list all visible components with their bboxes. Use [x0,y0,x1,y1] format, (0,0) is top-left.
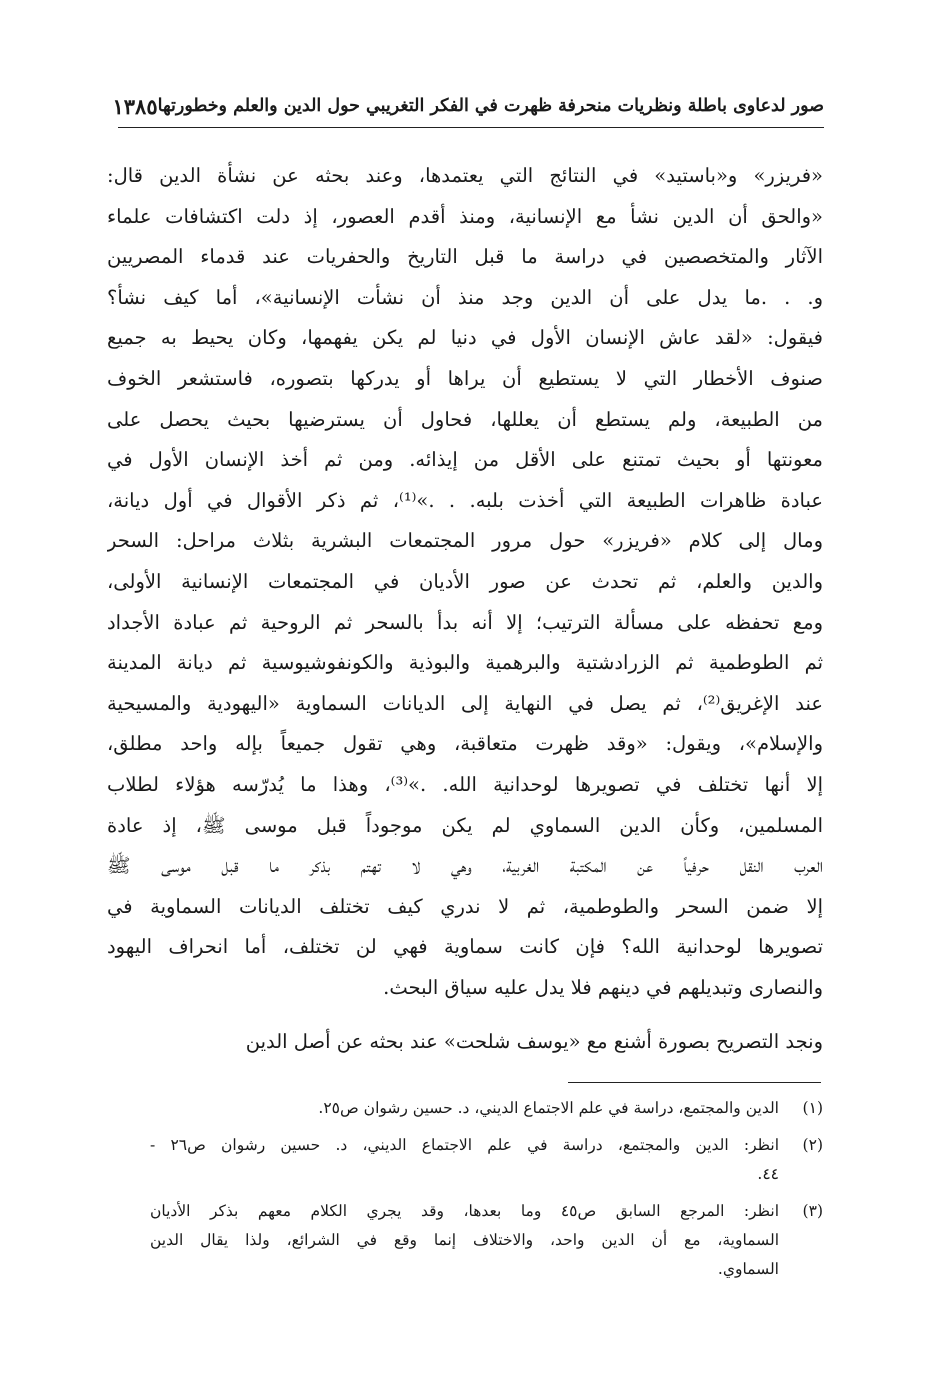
paragraph [107,156,823,1008]
text-line: والدين والعلم، ثم تحدث عن صور الأديان في المجتمعات الإنسانية الأولى، [107,569,823,593]
body-text [107,156,823,1063]
text-line: «والحق أن الدين نشأ مع الإنسانية، ومنذ أقدم العصور، إذ دلت اكتشافات علماء [107,204,823,228]
text-line: ونجد التصريح بصورة أشنع مع «يوسف شلحت» عند بحثه عن أصل الدين [245,1030,823,1054]
text-line: العرب النقل حرفياً عن المكتبة الغربية، وهي لا تهتم بذكر ما قبل موسى ﷺ [107,854,823,878]
text-line: ومع تحفظه على مسألة الترتيب؛ إلا أنه بدأ بالسحر ثم الروحية ثم عبادة الأجداد [107,610,823,634]
text-line: الآثار والمتخصصين في دراسة ما قبل التاريخ والحفريات عند قدماء المصريين [107,245,823,269]
text-line: فيقول: «لقد عاش الإنسان الأول في دنيا لم يكن يفهمها، وكان يحيط به جميع [107,326,823,350]
paragraph-gap [107,1008,823,1022]
text-line: «فريزر» و«باستيد» في النتائج التي يعتمدها، وعند بحثه عن نشأة الدين قال: [107,164,823,187]
footnote [150,1131,823,1189]
running-title: صور لدعاوى باطلة ونظريات منحرفة ظهرت في الفكر التغريبي حول الدين والعلم وخطورتها [157,96,824,116]
text-line: إلا ضمن السحر والطوطمية، ثم لا ندري كيف تختلف الديانات السماوية في [107,894,823,918]
footnote [150,1197,823,1284]
text-line: معونتها أو بحيث تمتنع على الأقل من إيذائه. ومن ثم أخذ الإنسان الأول في [107,448,823,472]
footnote-text [150,1094,779,1123]
text-line: من الطبيعة، ولم يستطع أن يعللها، فحاول أن يسترضيها بحيث يحصل على [107,407,823,431]
page-number: ١٣٨٥ [112,93,158,119]
footnote-line: ٤٤. [757,1165,779,1183]
footnote-number: (٢) [802,1136,823,1154]
footnote-line: الدين والمجتمع، دراسة في علم الاجتماع الديني، د. حسين رشوان ص٢٥. [318,1099,779,1117]
page-header [112,86,824,126]
text-line: ثم الطوطمية ثم الزرادشتية والبرهمية والبوذية والكونفوشيوسية ثم ديانة المدينة [107,651,823,675]
footnote-line: السماوية، مع أن الدين واحد، والاختلاف إنما وقع في الشرائع، ولذا يقال الدين [150,1231,779,1249]
text-line: والنصارى وتبديلهم في دينهم فلا يدل عليه سياق البحث. [383,975,823,999]
footnote-line: انظر: المرجع السابق ص٤٥ وما بعدها، وقد يجري الكلام معهم بذكر الأديان [150,1202,779,1220]
footnote-number: (٣) [802,1202,823,1220]
text-line: عبادة ظاهرات الطبيعة التي أخذت بلبه. . .»⁽¹⁾، ثم ذكر الأقوال في أول ديانة، [107,488,823,512]
header-rule [118,127,824,128]
footnote-number: (١) [802,1099,823,1117]
text-line: عند الإغريق⁽²⁾، ثم يصل في النهاية إلى الديانات السماوية «اليهودية والمسيحية [107,691,823,715]
footnote-line: انظر: الدين والمجتمع، دراسة في علم الاجتماع الديني، د. حسين رشوان ص٢٦ - [150,1136,779,1154]
paragraph [107,1022,823,1063]
text-line: والإسلام»، ويقول: «وقد ظهرت متعاقبة، وهي تقول جميعاً بإله واحد مطلق، [107,732,823,756]
footnote-line: السماوي. [717,1260,779,1278]
text-line: تصويرها لوحدانية الله؟ فإن كانت سماوية فهي لن تختلف، أما انحراف اليهود [107,935,823,959]
text-line: إلا أنها تختلف في تصويرها لوحدانية الله. .»⁽³⁾، وهذا ما يُدرّسه هؤلاء لطلاب [107,772,823,796]
text-line: المسلمين، وكأن الدين السماوي لم يكن موجوداً قبل موسى ﷺ، إذ عادة [107,813,823,837]
text-line: ومال إلى كلام «فريزر» حول مرور المجتمعات البشرية بثلاث مراحل: السحر [107,529,823,553]
footnote-text [150,1131,779,1189]
footnotes [150,1094,823,1292]
footnote [150,1094,823,1123]
text-line: و. . .ما يدل على أن الدين وجد منذ أن نشأت الإنسانية»، أما كيف نشأ؟ [107,285,823,309]
text-line: صنوف الأخطار التي لا يستطيع أن يراها أو يدركها بتصوره، فاستشعر الخوف [107,366,823,390]
footnote-text [150,1197,779,1284]
footnote-rule [568,1082,821,1083]
